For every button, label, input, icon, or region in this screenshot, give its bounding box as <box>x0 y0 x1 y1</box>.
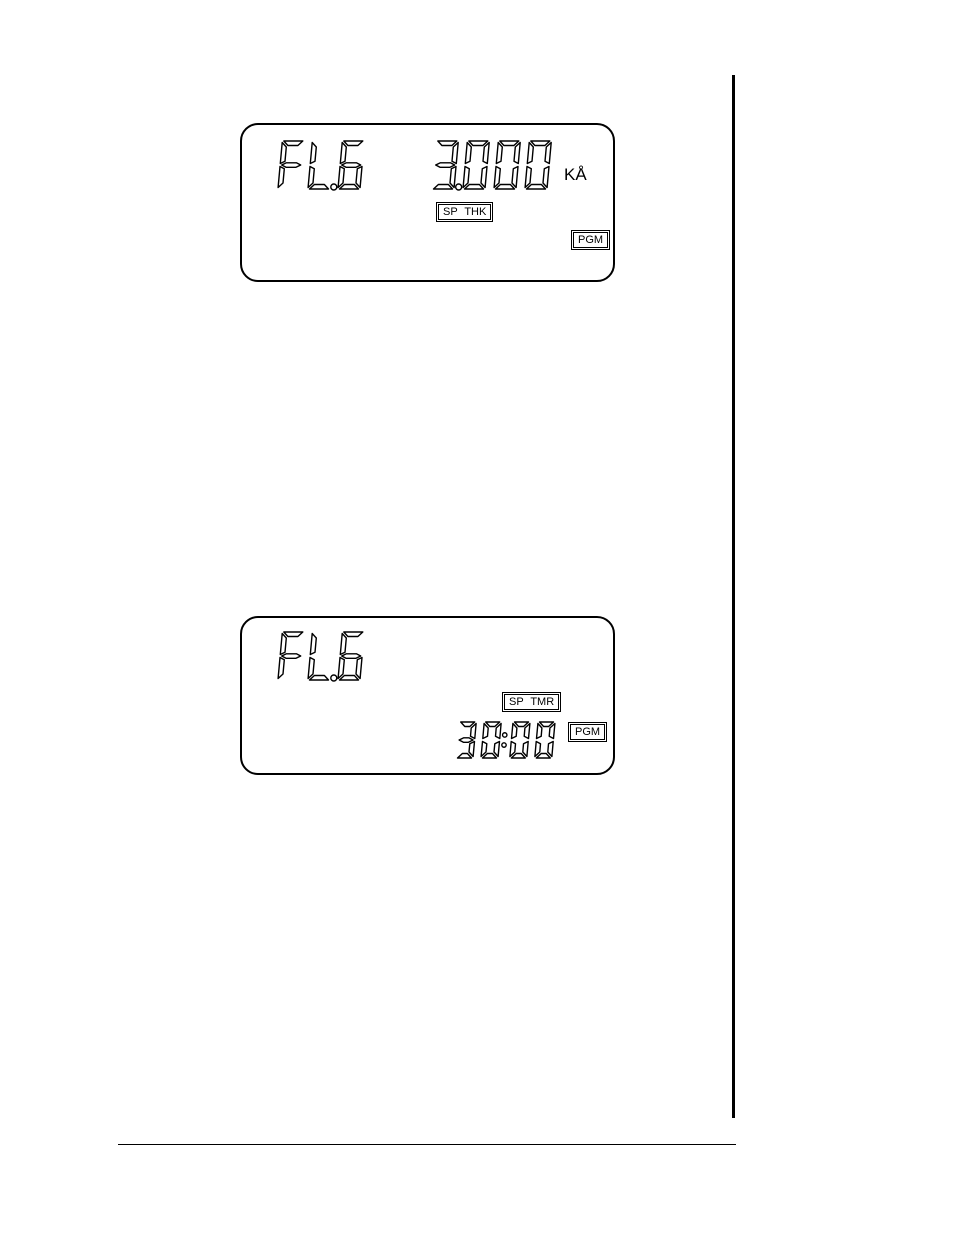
segment-f <box>310 634 316 655</box>
segment-d <box>458 754 472 759</box>
segment-f <box>280 143 286 164</box>
segment-c <box>356 167 362 188</box>
decimal-point <box>456 184 462 190</box>
segment-d <box>527 185 546 190</box>
segment-e <box>463 167 469 188</box>
segment-g <box>436 163 455 168</box>
segment-e <box>525 167 531 188</box>
digit-6 <box>338 141 363 189</box>
digit-6 <box>338 632 363 680</box>
digit-0 <box>481 722 501 758</box>
segment-a <box>284 141 303 146</box>
segment-f <box>340 143 346 164</box>
decimal-point <box>331 184 337 190</box>
segment-f <box>465 143 471 164</box>
program-code-segments <box>278 141 363 190</box>
digit-3 <box>434 141 459 189</box>
digit-L <box>308 143 328 190</box>
segment-g <box>282 163 301 168</box>
segment-readout-timer <box>242 618 617 777</box>
segment-e <box>308 658 314 679</box>
program-code-segments <box>278 632 363 681</box>
segment-f <box>527 143 533 164</box>
digit-0 <box>494 141 520 189</box>
segment-d <box>465 185 484 190</box>
segment-f <box>483 724 488 739</box>
lcd-display-thickness <box>240 123 615 282</box>
segment-d <box>340 676 359 681</box>
segment-g <box>342 654 361 659</box>
segment-e <box>494 167 500 188</box>
segment-b <box>545 143 551 164</box>
segment-b <box>483 143 489 164</box>
digit-F <box>278 632 303 679</box>
decimal-point <box>331 675 337 681</box>
segment-b <box>514 143 520 164</box>
digit-L <box>308 634 328 681</box>
thickness-value-segments <box>434 141 552 190</box>
segment-f <box>310 143 316 164</box>
segment-a <box>469 141 488 146</box>
segment-g <box>342 163 361 168</box>
segment-a <box>438 141 457 146</box>
segment-f <box>496 143 502 164</box>
segment-f <box>280 634 286 655</box>
segment-d <box>496 185 515 190</box>
unit-label: KÅ <box>564 165 587 184</box>
segment-f <box>512 724 517 739</box>
segment-g <box>282 654 301 659</box>
segment-c <box>469 742 475 757</box>
segment-a <box>500 141 519 146</box>
segment-d <box>310 676 329 681</box>
footer-rule <box>118 1144 736 1145</box>
segment-a <box>531 141 550 146</box>
segment-c <box>494 742 500 757</box>
timer-value-segments <box>458 722 555 758</box>
segment-c <box>356 658 362 679</box>
segment-a <box>284 632 303 637</box>
segment-a <box>344 632 363 637</box>
segment-e <box>338 167 344 188</box>
segment-a <box>344 141 363 146</box>
digit-3 <box>458 722 477 758</box>
digit-0 <box>535 722 555 758</box>
digit-0 <box>510 722 530 758</box>
segment-e <box>308 167 314 188</box>
segment-c <box>450 167 456 188</box>
segment-g <box>459 738 473 743</box>
colon-dot-lower <box>502 743 506 747</box>
sp-thk-annunciator: SP THK <box>438 204 491 220</box>
sp-tmr-annunciator: SP TMR <box>504 694 559 710</box>
segment-b <box>452 143 458 164</box>
segment-f <box>340 634 346 655</box>
segment-e <box>278 658 284 679</box>
pgm-annunciator: PGM <box>573 232 608 248</box>
segment-c <box>512 167 518 188</box>
digit-F <box>278 141 303 188</box>
segment-c <box>481 167 487 188</box>
segment-d <box>310 185 329 190</box>
segment-d <box>434 185 453 190</box>
segment-d <box>340 185 359 190</box>
digit-0 <box>525 141 551 189</box>
pgm-annunciator: PGM <box>570 724 605 740</box>
digit-0 <box>463 141 489 189</box>
segment-c <box>548 742 553 757</box>
segment-e <box>338 658 344 679</box>
segment-readout-thickness <box>242 125 617 284</box>
segment-f <box>537 724 542 739</box>
colon-dot-upper <box>503 733 507 737</box>
lcd-display-timer <box>240 616 615 775</box>
margin-rule <box>732 75 735 1118</box>
segment-c <box>523 742 528 757</box>
segment-e <box>278 167 284 188</box>
segment-c <box>543 167 549 188</box>
